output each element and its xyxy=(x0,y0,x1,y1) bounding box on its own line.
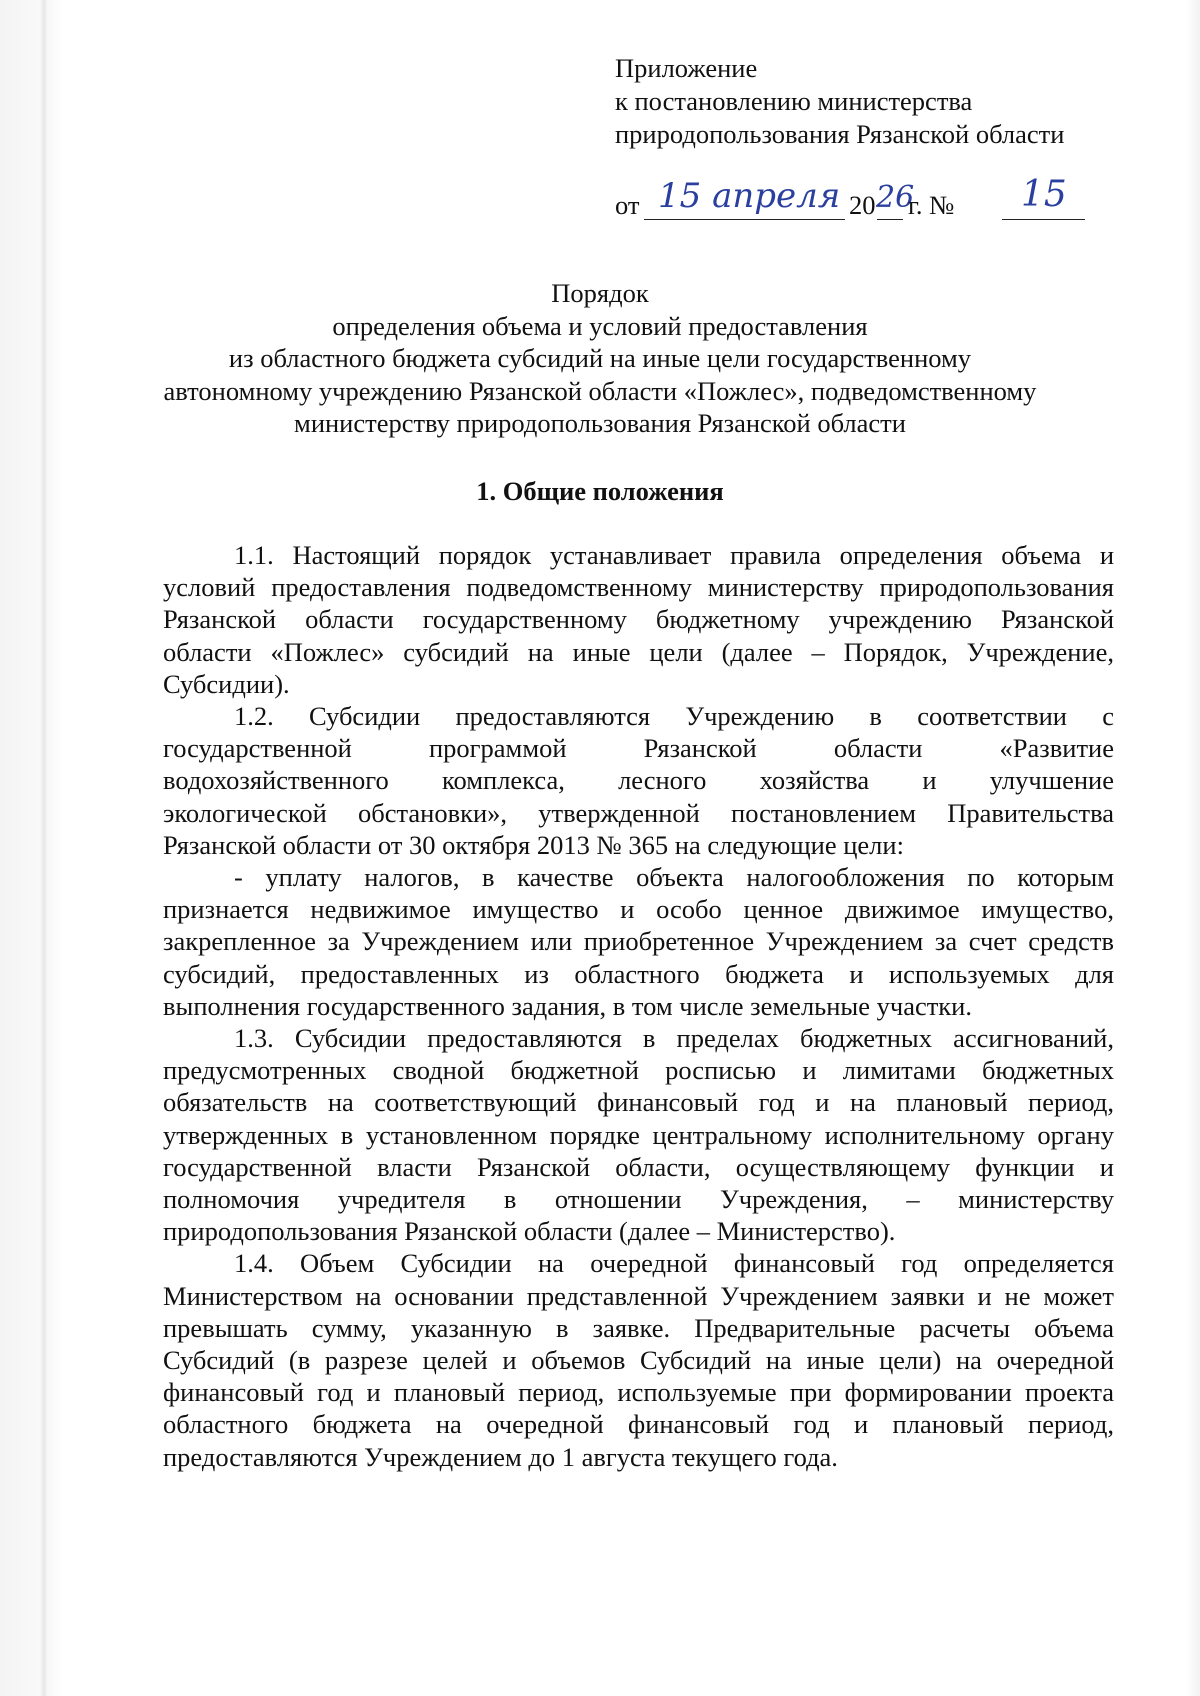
title-line-3: из областного бюджета субсидий на иные цели государственному xyxy=(228,343,972,373)
document-title xyxy=(150,277,1050,440)
text-line: закрепленное за Учреждением или приобретенное Учреждением за счет средств xyxy=(163,926,1114,957)
text-line: Рязанской области от 30 октября 2013 № 365 на следующие цели: xyxy=(163,829,904,860)
number-underline xyxy=(1002,219,1085,220)
paragraph-1-2 xyxy=(163,700,1114,861)
number-prefix: г. № xyxy=(908,190,955,220)
year-prefix: 20 xyxy=(849,190,876,220)
paragraph-1-1 xyxy=(163,539,1114,700)
text-line: государственной программой Рязанской области «Развитие xyxy=(163,733,1114,764)
text-line: 1.2. Субсидии предоставляются Учреждению в соответствии с xyxy=(234,701,1114,732)
text-line: субсидий, предоставленных из областного бюджета и используемых для xyxy=(163,958,1114,989)
text-line: Субсидии). xyxy=(163,668,290,699)
text-line: предоставляются Учреждением до 1 августа текущего года. xyxy=(163,1441,838,1472)
approval-line-1: Приложение xyxy=(615,53,758,83)
paragraph-1-4 xyxy=(163,1247,1114,1472)
scan-edge-left xyxy=(0,0,62,1696)
approval-line-2: к постановлению министерства xyxy=(615,86,973,116)
text-line: Министерством на основании представленной Учреждением заявки и не может xyxy=(163,1280,1114,1311)
text-line: предусмотренных сводной бюджетной росписью и лимитами бюджетных xyxy=(163,1055,1114,1086)
text-line: - уплату налогов, в качестве объекта налогообложения по которым xyxy=(234,862,1114,893)
approval-block xyxy=(615,52,1095,151)
text-line: 1.1. Настоящий порядок устанавливает правила определения объема и xyxy=(234,540,1114,570)
text-line: 1.3. Субсидии предоставляются в пределах бюджетных ассигнований, xyxy=(234,1023,1114,1054)
text-line: выполнения государственного задания, в том числе земельные участки. xyxy=(163,990,972,1021)
document-body xyxy=(163,539,1114,1473)
text-line: обязательств на соответствующий финансовый год и на плановый период, xyxy=(163,1087,1114,1118)
section-heading: 1. Общие положения xyxy=(476,476,724,506)
handwritten-date: 15 апреля xyxy=(658,176,841,216)
text-line: полномочия учредителя в отношении Учреждения, – министерству xyxy=(163,1184,1114,1215)
approval-line-3: природопользования Рязанской области xyxy=(615,119,1065,149)
text-line: Рязанской области государственному бюджетному учреждению Рязанской xyxy=(163,604,1114,635)
year-underline xyxy=(877,219,903,220)
title-line-2: определения объема и условий предоставления xyxy=(332,310,868,341)
text-line: Субсидий (в разрезе целей и объемов Субсидий на иные цели) на очередной xyxy=(163,1345,1114,1376)
handwritten-year: 26 xyxy=(876,180,915,215)
text-line: признается недвижимое имущество и особо ценное движимое имущество, xyxy=(163,894,1114,925)
paragraph-list-item xyxy=(163,861,1114,1022)
text-line: природопользования Рязанской области (далее – Министерство). xyxy=(163,1216,896,1247)
text-line: утвержденных в установленном порядке центральному исполнительному органу xyxy=(163,1119,1114,1150)
text-line: 1.4. Объем Субсидии на очередной финансовый год определяется xyxy=(234,1248,1114,1279)
text-line: областного бюджета на очередной финансовый год и плановый период, xyxy=(163,1409,1114,1440)
text-line: водохозяйственного комплекса, лесного хозяйства и улучшение xyxy=(163,765,1114,796)
text-line: государственной власти Рязанской области, осуществляющему функции и xyxy=(163,1151,1114,1182)
text-line: финансовый год и плановый период, используемые при формировании проекта xyxy=(163,1377,1114,1408)
text-line: области «Пожлес» субсидий на иные цели (далее – Порядок, Учреждение, xyxy=(163,636,1114,667)
date-underline xyxy=(644,219,845,220)
paragraph-1-3 xyxy=(163,1022,1114,1247)
text-line: экологической обстановки», утвержденной постановлением Правительства xyxy=(163,797,1114,828)
title-line-1: Порядок xyxy=(551,278,649,308)
scan-edge-right xyxy=(1186,0,1200,1696)
text-line: условий предоставления подведомственному министерству природопользования xyxy=(163,572,1114,603)
handwritten-number: 15 xyxy=(1021,174,1067,215)
title-line-5: министерству природопользования Рязанской области xyxy=(294,408,906,438)
date-line xyxy=(615,174,1095,222)
text-line: превышать сумму, указанную в заявке. Предварительные расчеты объема xyxy=(163,1312,1114,1343)
title-line-4: автономному учреждению Рязанской области «Пожлес», подведомственному xyxy=(163,375,1037,406)
date-prefix: от xyxy=(615,190,640,220)
